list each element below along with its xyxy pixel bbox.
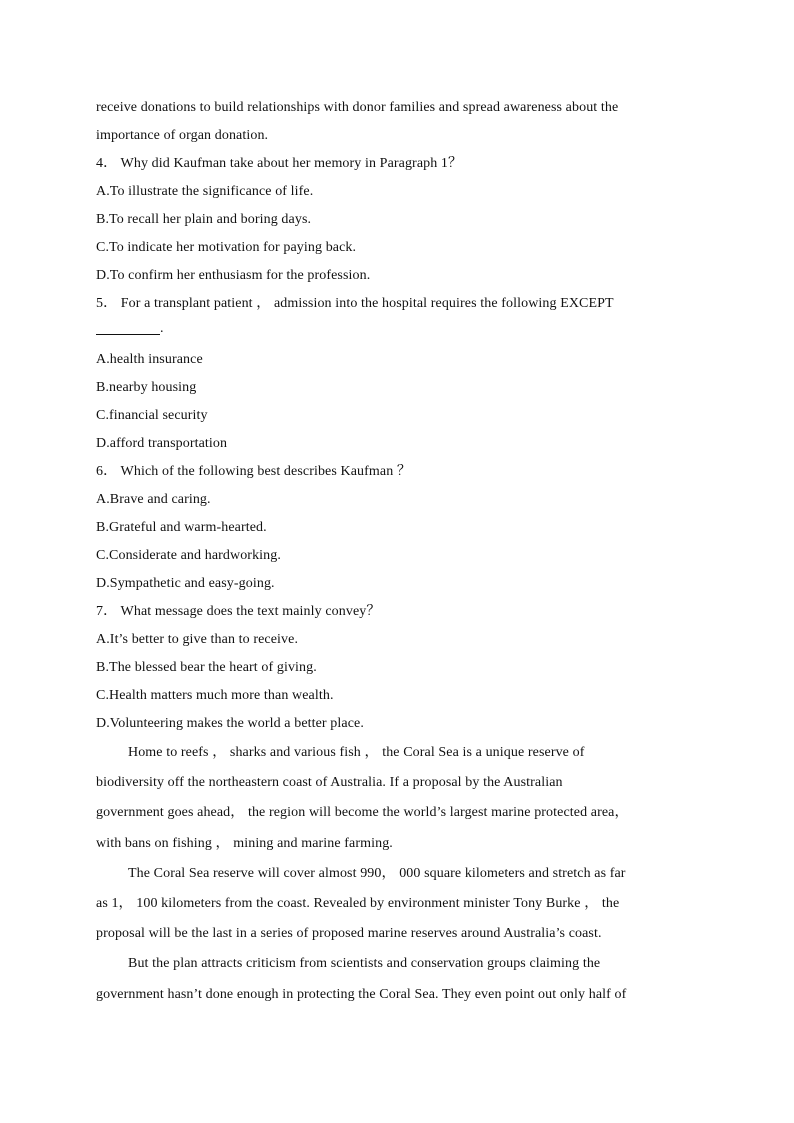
question-4: [96, 150, 696, 290]
text-line: government hasn’t done enough in protecting the Coral Sea. They even point out only half of: [96, 986, 627, 1002]
question-5: [96, 290, 696, 458]
option-c: C.financial security: [96, 408, 208, 423]
question-stem: 5． For a transplant patient ， admission into the hospital requires the following EXCEPT: [96, 296, 614, 311]
text-line: biodiversity off the northeastern coast of Australia. If a proposal by the Australian: [96, 775, 563, 791]
paragraph: [96, 738, 696, 859]
text-line: Home to reefs ， sharks and various fish ， the Coral Sea is a unique reserve of: [128, 745, 585, 760]
option-a: A.It’s better to give than to receive.: [96, 632, 299, 647]
answer-blank: [96, 334, 160, 335]
paragraph: [96, 949, 696, 1009]
text-line: importance of organ donation.: [96, 128, 269, 143]
question-6: [96, 458, 696, 598]
answer-blank-line: [96, 318, 696, 346]
option-c: C.Considerate and hardworking.: [96, 548, 281, 563]
question-stem: 6． Which of the following best describes Kaufman ？: [96, 464, 412, 479]
question-stem: 7． What message does the text mainly convey？: [96, 604, 381, 619]
option-b: B.To recall her plain and boring days.: [96, 212, 312, 227]
option-a: A.Brave and caring.: [96, 492, 211, 507]
option-a: A.health insurance: [96, 352, 203, 367]
option-d: D.To confirm her enthusiasm for the profession.: [96, 268, 371, 283]
blank-period: .: [160, 321, 164, 336]
option-b: B.The blessed bear the heart of giving.: [96, 660, 317, 675]
option-d: D.Volunteering makes the world a better place.: [96, 716, 364, 731]
text-line: as 1， 100 kilometers from the coast. Revealed by environment minister Tony Burke ， the: [96, 896, 620, 912]
text-line: But the plan attracts criticism from scientists and conservation groups claiming the: [128, 956, 601, 972]
question-stem: 4． Why did Kaufman take about her memory in Paragraph 1？: [96, 156, 463, 171]
paragraph: [96, 859, 696, 950]
text-line: receive donations to build relationships with donor families and spread awareness about the: [96, 100, 619, 115]
option-a: A.To illustrate the significance of life.: [96, 184, 314, 199]
option-c: C.Health matters much more than wealth.: [96, 688, 334, 703]
text-line: with bans on fishing ， mining and marine farming.: [96, 835, 393, 851]
option-b: B.Grateful and warm-hearted.: [96, 520, 267, 535]
option-d: D.afford transportation: [96, 436, 228, 451]
option-b: B.nearby housing: [96, 380, 197, 395]
text-line: government goes ahead， the region will become the world’s largest marine protected area，: [96, 805, 629, 821]
option-c: C.To indicate her motivation for paying back.: [96, 240, 357, 255]
question-7: [96, 598, 696, 738]
text-line: proposal will be the last in a series of proposed marine reserves around Australia’s coast.: [96, 926, 602, 942]
document-page: [96, 94, 696, 1010]
option-d: D.Sympathetic and easy-going.: [96, 576, 275, 591]
text-line: The Coral Sea reserve will cover almost 990， 000 square kilometers and stretch as far: [128, 865, 626, 881]
passage-2: [96, 738, 696, 1010]
passage-continuation: [96, 94, 696, 150]
